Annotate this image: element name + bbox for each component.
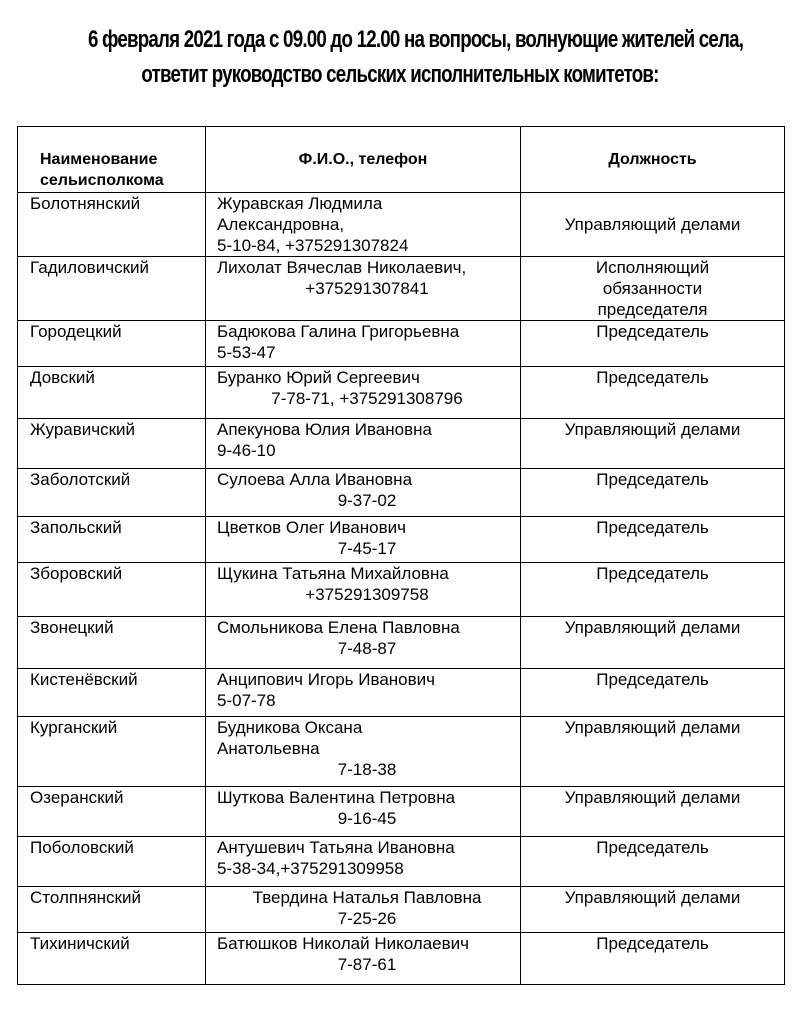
cell-contact xyxy=(206,419,521,469)
cell-position: Управляющий делами xyxy=(521,617,785,669)
cell-position: Управляющий делами xyxy=(521,887,785,933)
cell-position: Председатель xyxy=(521,469,785,517)
table-row xyxy=(18,669,785,717)
contact-line: Анципович Игорь Иванович xyxy=(217,670,436,689)
document-heading xyxy=(88,22,744,92)
table-row xyxy=(18,617,785,669)
cell-contact xyxy=(206,257,521,321)
contact-line: Щукина Татьяна Михайловна xyxy=(217,564,449,583)
cell-council-name: Довский xyxy=(18,367,206,419)
contact-line: +375291309758 xyxy=(305,585,429,604)
table-row xyxy=(18,933,785,985)
contact-line: Твердина Наталья Павловна xyxy=(252,888,482,907)
cell-council-name: Заболотский xyxy=(18,469,206,517)
heading-line-2: ответит руководство сельских исполнительных комитетов: xyxy=(141,61,659,88)
cell-council-name: Гадиловичский xyxy=(18,257,206,321)
cell-contact xyxy=(206,367,521,419)
contact-line: 5-07-78 xyxy=(217,691,276,710)
contact-line: 7-25-26 xyxy=(337,909,397,928)
contact-line: 9-16-45 xyxy=(337,809,397,828)
header-contact: Ф.И.О., телефон xyxy=(206,127,521,193)
table-row xyxy=(18,717,785,787)
contact-line: Антушевич Татьяна Ивановна xyxy=(217,838,455,857)
contact-line: 9-37-02 xyxy=(337,491,397,510)
cell-council-name: Поболовский xyxy=(18,837,206,887)
cell-position: Председатель xyxy=(521,837,785,887)
contact-line: +375291307841 xyxy=(305,279,429,298)
cell-contact xyxy=(206,787,521,837)
table-row xyxy=(18,787,785,837)
cell-contact xyxy=(206,717,521,787)
table-header-row xyxy=(18,127,785,193)
contact-line: 5-38-34,+375291309958 xyxy=(217,859,404,878)
contact-line: 7-48-87 xyxy=(337,639,397,658)
cell-position: Председатель xyxy=(521,563,785,617)
cell-position: Председатель xyxy=(521,367,785,419)
cell-council-name: Кистенёвский xyxy=(18,669,206,717)
cell-position: Председатель xyxy=(521,669,785,717)
cell-position: Управляющий делами xyxy=(521,419,785,469)
contact-line: 7-87-61 xyxy=(337,955,397,974)
contact-line: Сулоева Алла Ивановна xyxy=(217,470,413,489)
contact-line: 5-53-47 xyxy=(217,343,276,362)
table-row xyxy=(18,321,785,367)
contact-line: 7-45-17 xyxy=(337,539,397,558)
contact-line: Лихолат Вячеслав Николаевич, xyxy=(217,258,467,277)
cell-council-name: Тихиничский xyxy=(18,933,206,985)
table-row xyxy=(18,419,785,469)
cell-council-name: Городецкий xyxy=(18,321,206,367)
contact-line: Будникова Оксана xyxy=(217,718,363,737)
header-position: Должность xyxy=(521,127,785,193)
contact-line: Журавская Людмила xyxy=(217,194,383,213)
cell-position: Исполняющий обязанности председателя xyxy=(521,257,785,321)
cell-position: Председатель xyxy=(521,321,785,367)
cell-council-name: Звонецкий xyxy=(18,617,206,669)
cell-council-name: Запольский xyxy=(18,517,206,563)
cell-position: Председатель xyxy=(521,933,785,985)
cell-contact xyxy=(206,617,521,669)
heading-line-1: 6 февраля 2021 года с 09.00 до 12.00 на вопросы, волнующие жителей села, xyxy=(88,26,744,53)
cell-council-name: Курганский xyxy=(18,717,206,787)
contact-line: Батюшков Николай Николаевич xyxy=(217,934,470,953)
contact-line: Смольникова Елена Павловна xyxy=(217,618,460,637)
cell-council-name: Озеранский xyxy=(18,787,206,837)
table-row xyxy=(18,517,785,563)
cell-contact xyxy=(206,563,521,617)
table-row xyxy=(18,257,785,321)
contact-line: Бадюкова Галина Григорьевна xyxy=(217,322,460,341)
cell-contact xyxy=(206,887,521,933)
table-row xyxy=(18,367,785,419)
table-row xyxy=(18,469,785,517)
cell-position: Управляющий делами xyxy=(521,193,785,257)
cell-contact xyxy=(206,193,521,257)
header-name: Наименование сельисполкома xyxy=(18,127,206,193)
cell-contact xyxy=(206,469,521,517)
cell-position: Управляющий делами xyxy=(521,787,785,837)
cell-council-name: Журавичский xyxy=(18,419,206,469)
table-row xyxy=(18,563,785,617)
contact-line: Буранко Юрий Сергеевич xyxy=(217,368,420,387)
contact-line: 7-18-38 xyxy=(337,760,397,779)
cell-contact xyxy=(206,837,521,887)
contact-line: 9-46-10 xyxy=(217,441,276,460)
cell-position: Председатель xyxy=(521,517,785,563)
contact-line: Анатольевна xyxy=(217,739,320,758)
contacts-table xyxy=(17,126,785,985)
table-row xyxy=(18,887,785,933)
cell-council-name: Столпнянский xyxy=(18,887,206,933)
contact-line: Александровна, xyxy=(217,215,345,234)
cell-contact xyxy=(206,669,521,717)
cell-contact xyxy=(206,517,521,563)
table-row xyxy=(18,193,785,257)
contact-line: Апекунова Юлия Ивановна xyxy=(217,420,432,439)
cell-position: Управляющий делами xyxy=(521,717,785,787)
cell-council-name: Болотнянский xyxy=(18,193,206,257)
cell-council-name: Зборовский xyxy=(18,563,206,617)
contact-line: 5-10-84, +375291307824 xyxy=(217,236,409,255)
contact-line: 7-78-71, +375291308796 xyxy=(271,389,463,408)
contact-line: Шуткова Валентина Петровна xyxy=(217,788,456,807)
cell-contact xyxy=(206,321,521,367)
cell-contact xyxy=(206,933,521,985)
table-row xyxy=(18,837,785,887)
contact-line: Цветков Олег Иванович xyxy=(217,518,407,537)
